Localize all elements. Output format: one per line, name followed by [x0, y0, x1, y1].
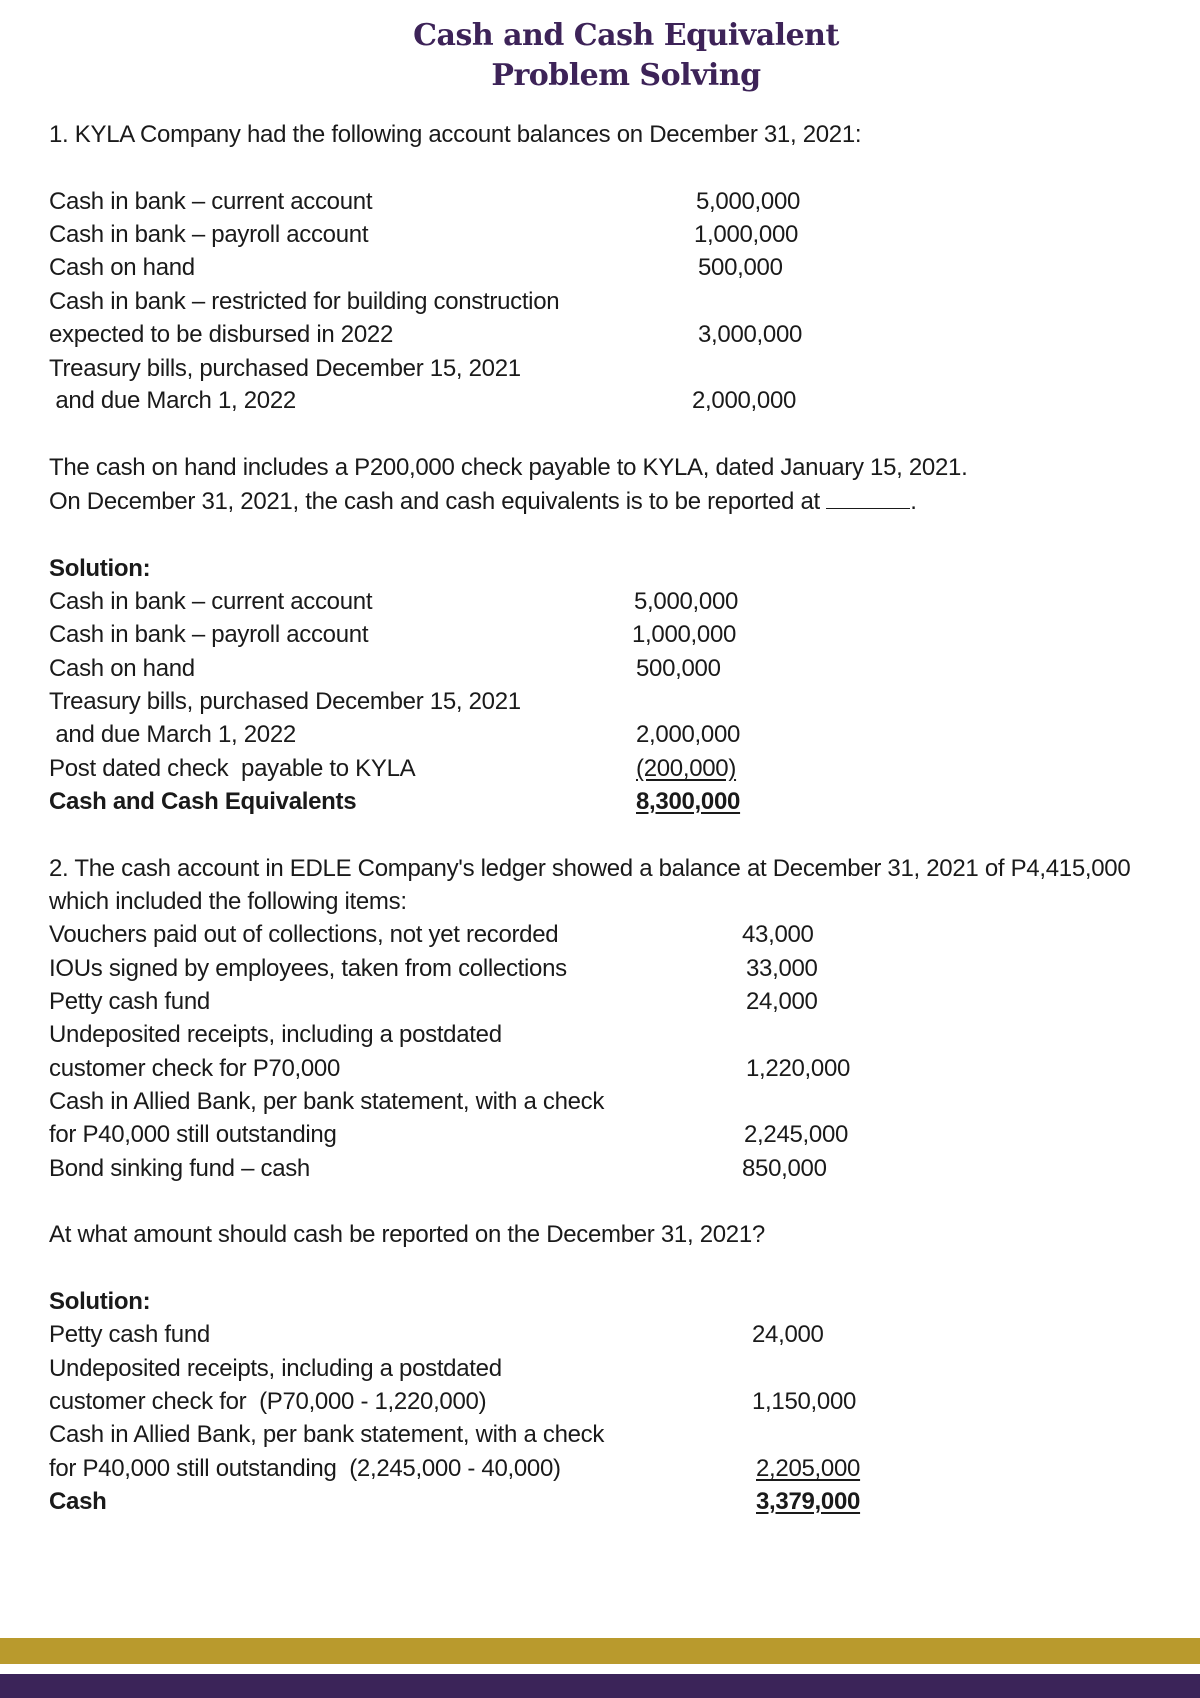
p2-solution-label: Undeposited receipts, including a postdated: [49, 1355, 502, 1382]
question-period: .: [910, 488, 917, 515]
p2-item-label: Bond sinking fund – cash: [49, 1155, 310, 1182]
question-text: On December 31, 2021, the cash and cash equivalents is to be reported at: [49, 488, 827, 515]
answer-blank: [826, 488, 910, 509]
p2-item-amount: 1,220,000: [746, 1055, 851, 1082]
p1-item-label: and due March 1, 2022: [49, 387, 296, 414]
p2-item-label: Cash in Allied Bank, per bank statement, with a check: [49, 1088, 605, 1115]
p1-item-label: expected to be disbursed in 2022: [49, 321, 393, 348]
p2-item-label: Vouchers paid out of collections, not yet recorded: [49, 921, 559, 948]
p2-total-label: Cash: [49, 1488, 107, 1515]
p2-item-label: customer check for P70,000: [49, 1055, 341, 1082]
problem2-question: At what amount should cash be reported on the December 31, 2021?: [49, 1221, 765, 1248]
p1-item-label: Cash in bank – payroll account: [49, 221, 369, 248]
p1-item-label: Cash on hand: [49, 254, 195, 281]
p1-total-amount: 8,300,000: [636, 788, 741, 815]
p1-item-amount: 2,000,000: [692, 387, 797, 414]
problem2-prompt: which included the following items:: [49, 888, 407, 915]
p1-item-label: Cash in bank – restricted for building construction: [49, 288, 560, 315]
p2-item-amount: 2,245,000: [744, 1121, 849, 1148]
p2-solution-label: Petty cash fund: [49, 1321, 210, 1348]
p2-item-amount: 43,000: [742, 921, 814, 948]
p1-item-label: Treasury bills, purchased December 15, 2021: [49, 355, 521, 382]
p1-item-amount: 1,000,000: [694, 221, 799, 248]
p1-solution-amount: (200,000): [636, 755, 737, 782]
p1-solution-label: Post dated check payable to KYLA: [49, 755, 416, 782]
p1-solution-amount: 500,000: [636, 655, 721, 682]
p1-solution-label: Cash on hand: [49, 655, 195, 682]
problem1-prompt: 1. KYLA Company had the following account balances on December 31, 2021:: [49, 121, 862, 148]
page-title: Cash and Cash Equivalent: [413, 18, 839, 53]
p2-item-amount: 850,000: [742, 1155, 827, 1182]
solution-heading: Solution:: [49, 1288, 151, 1315]
p1-solution-label: Cash in bank – payroll account: [49, 621, 369, 648]
p2-item-label: IOUs signed by employees, taken from collections: [49, 955, 567, 982]
p2-solution-amount: 2,205,000: [756, 1455, 861, 1482]
p2-item-label: Petty cash fund: [49, 988, 210, 1015]
p2-item-amount: 33,000: [746, 955, 818, 982]
problem2-prompt: 2. The cash account in EDLE Company's ledger showed a balance at December 31, 2021 of P4,415,000: [49, 855, 1131, 882]
page-subtitle: Problem Solving: [491, 58, 761, 93]
p2-solution-label: for P40,000 still outstanding (2,245,000 - 40,000): [49, 1455, 561, 1482]
p2-solution-amount: 1,150,000: [752, 1388, 857, 1415]
p1-total-label: Cash and Cash Equivalents: [49, 788, 357, 815]
p1-item-amount: 3,000,000: [698, 321, 803, 348]
p1-solution-label: Cash in bank – current account: [49, 588, 373, 615]
p2-item-label: for P40,000 still outstanding: [49, 1121, 337, 1148]
p1-solution-amount: 2,000,000: [636, 721, 741, 748]
p2-item-label: Undeposited receipts, including a postdated: [49, 1021, 502, 1048]
solution-heading: Solution:: [49, 555, 151, 582]
p2-solution-amount: 24,000: [752, 1321, 824, 1348]
p2-item-amount: 24,000: [746, 988, 818, 1015]
p2-solution-label: Cash in Allied Bank, per bank statement, with a check: [49, 1421, 605, 1448]
problem1-question: [49, 488, 917, 516]
p2-solution-label: customer check for (P70,000 - 1,220,000): [49, 1388, 487, 1415]
p1-solution-amount: 1,000,000: [632, 621, 737, 648]
p1-item-amount: 500,000: [698, 254, 783, 281]
p1-solution-label: Treasury bills, purchased December 15, 2021: [49, 688, 521, 715]
footer-band-gold: [0, 1638, 1200, 1664]
problem1-note: The cash on hand includes a P200,000 check payable to KYLA, dated January 15, 2021.: [49, 454, 968, 481]
p1-solution-label: and due March 1, 2022: [49, 721, 296, 748]
footer-band-purple: [0, 1674, 1200, 1698]
p1-item-amount: 5,000,000: [696, 188, 801, 215]
p2-total-amount: 3,379,000: [756, 1488, 861, 1515]
p1-solution-amount: 5,000,000: [634, 588, 739, 615]
p1-item-label: Cash in bank – current account: [49, 188, 373, 215]
